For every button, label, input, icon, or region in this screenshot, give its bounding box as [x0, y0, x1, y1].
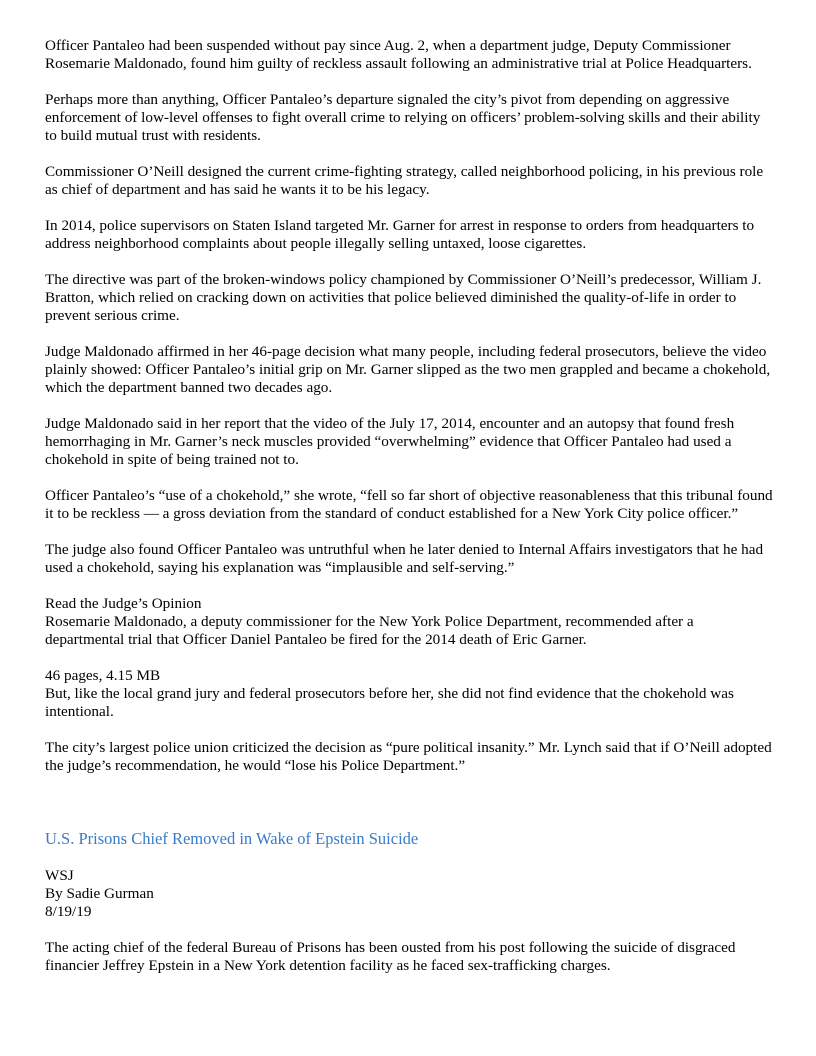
article2-meta: [45, 867, 775, 921]
article1-paragraph-11: The city’s largest police union criticized the decision as “pure political insanity.” Mr. Lynch said that if O’Neill adopted the judge’s recommendation, he would “lose his Police Department.”: [45, 739, 772, 774]
article2-lead-paragraph: The acting chief of the federal Bureau of Prisons has been ousted from his post following the suicide of disgraced financier Jeffrey Epstein in a New York detention facility as he faced sex-trafficking charges.: [45, 939, 736, 974]
article1-paragraph-3: Commissioner O’Neill designed the current crime-fighting strategy, called neighborhood policing, in his previous role as chief of department and has said he wants it to be his legacy.: [45, 163, 764, 198]
article1-paragraph-7: Judge Maldonado said in her report that the video of the July 17, 2014, encounter and an autopsy that found fresh hemorrhaging in Mr. Garner’s neck muscles provided “overwhelming” evidence that Officer Pantaleo had used a chokehold in spite of being trained not to.: [45, 415, 735, 468]
article1-paragraph-4: In 2014, police supervisors on Staten Island targeted Mr. Garner for arrest in response to orders from headquarters to address neighborhood complaints about people illegally selling untaxed, loose cigarettes.: [45, 217, 755, 252]
article1-paragraph-2: Perhaps more than anything, Officer Pantaleo’s departure signaled the city’s pivot from depending on aggressive enforcement of low-level offenses to fight overall crime to relying on officers’ problem-solving skills and their ability to build mutual trust with residents.: [45, 91, 761, 144]
opinion-file-info: 46 pages, 4.15 MB: [45, 667, 161, 684]
opinion-description: Rosemarie Maldonado, a deputy commissioner for the New York Police Department, recommended after a departmental trial that Officer Daniel Pantaleo be fired for the 2014 death of Eric Garner.: [45, 613, 694, 648]
opinion-label: Read the Judge’s Opinion: [45, 595, 202, 612]
article2-date: 8/19/19: [45, 903, 92, 920]
article1-paragraph-9: The judge also found Officer Pantaleo was untruthful when he later denied to Internal Affairs investigators that he had used a chokehold, saying his explanation was “implausible and self-serving.”: [45, 541, 764, 576]
section-divider-space: [45, 793, 775, 829]
article1-paragraph-6: Judge Maldonado affirmed in her 46-page decision what many people, including federal prosecutors, believe the video plainly showed: Officer Pantaleo’s initial grip on Mr. Garner slipped as the two men grappled and became a chokehold, which the department banned two decades ago.: [45, 343, 771, 396]
article1-paragraph-5: The directive was part of the broken-windows policy championed by Commissioner O’Neill’s predecessor, William J. Bratton, which relied on cracking down on activities that police believed diminished the quality-of-life in order to prevent serious crime.: [45, 271, 762, 324]
article2-headline-link[interactable]: U.S. Prisons Chief Removed in Wake of Epstein Suicide: [45, 829, 419, 848]
article2-source: WSJ: [45, 867, 74, 884]
article1-paragraph-1: Officer Pantaleo had been suspended without pay since Aug. 2, when a department judge, Deputy Commissioner Rosemarie Maldonado, found him guilty of reckless assault following an administrative trial at Police Headquarters.: [45, 37, 752, 72]
document-page: [45, 37, 775, 993]
article1-paragraph-10: But, like the local grand jury and federal prosecutors before her, she did not find evidence that the chokehold was intentional.: [45, 685, 734, 720]
article1-paragraph-8: Officer Pantaleo’s “use of a chokehold,” she wrote, “fell so far short of objective reasonableness that this tribunal found it to be reckless — a gross deviation from the standard of conduct established for a New York City police officer.”: [45, 487, 773, 522]
article2-byline: By Sadie Gurman: [45, 885, 154, 902]
